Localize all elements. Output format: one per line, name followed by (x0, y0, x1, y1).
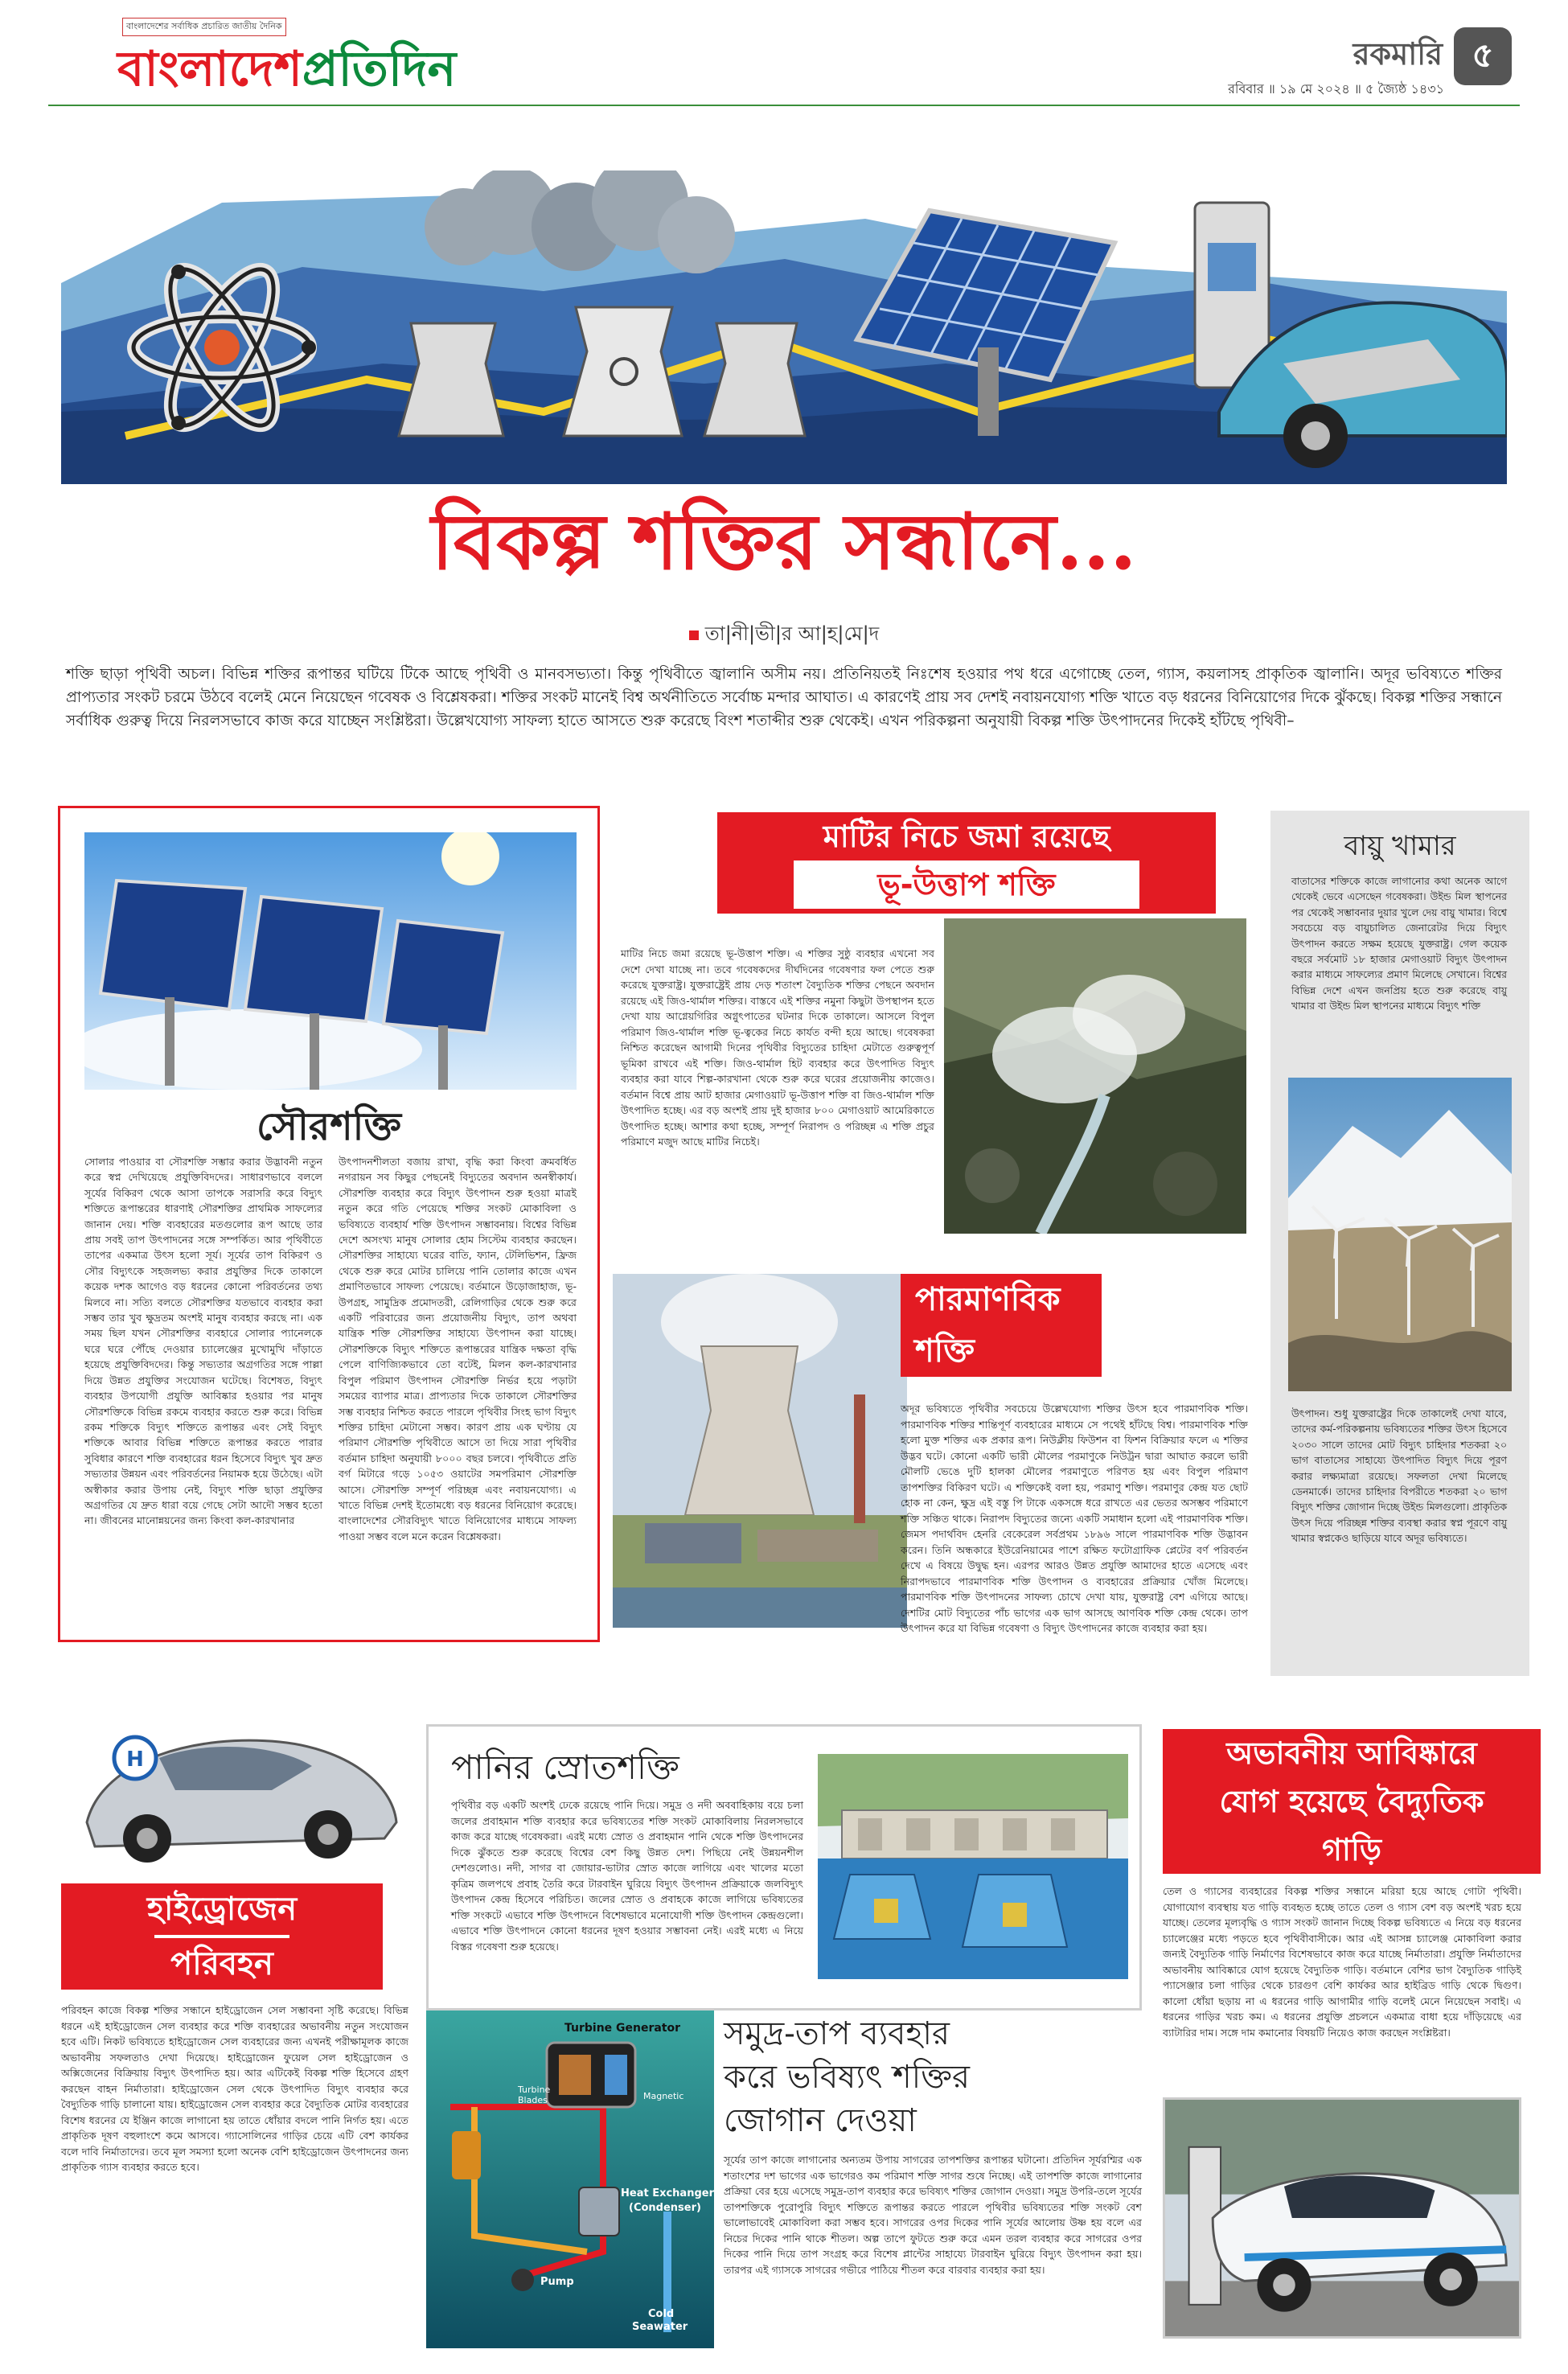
label-pump: Pump (540, 2276, 574, 2288)
label-condenser: (Condenser) (629, 2202, 701, 2214)
wind-body-bottom: উৎপাদন। শুধু যুক্তরাষ্ট্রের দিকে তাকালেই দেখা যাবে, তাদের কর্ম-পরিকল্পনায় ভবিষ্যতের শক্তির উৎস হিসেবে ২০৩০ সালে তাদের মোট বিদ্যুৎ চাহিদার শতকরা ২০ ভাগ বাতাসের সাহায্যে উৎপাদিত বিদ্যুৎ দিয়ে পূরণ করার লক্ষ্যমাত্রা রয়েছে। সফলতা দেখা মিলেছে ডেনমার্কে। তাদের চাহিদার বিপরীতে শতকরা ২০ ভাগ বিদ্যুৎ শক্তির জোগান দিচ্ছে উইন্ড মিলগুলো। প্রাকৃতিক উৎস দিয়ে পরিচ্ছন্ন শক্তির ব্যবস্থা করার স্বপ্ন পূরণে বায়ু খামার স্বপ্নকেও ছাড়িয়ে যাবে অদূর ভবিষ্যতে। (1291, 1407, 1507, 1545)
label-seawater: Seawater (632, 2321, 688, 2333)
solar-body-left: সোলার পাওয়ার বা সৌরশক্তি সম্ভার করার উদ্ভাবনী নতুন করে স্বপ্ন দেখিয়েছে প্রযুক্তিবিদদের। সাধারণভাবে বললে সূর্যের বিকিরণ থেকে আসা তাপকে সরাসরি করে বিদ্যুৎ শক্তিতে রূপান্তরের ধারণাই সৌরশক্তির প্রাথমিক সাফল্যের জানান দেয়। শক্তি ব্যবহারের মতগুলোর রূপ আছে তার প্রায় সবই তাপ উৎপাদনের সঙ্গে সম্পর্কিত। আর পৃথিবীতে তাপের একমাত্র উৎস হলো সূর্য। সূর্যের তাপ বিকিরণ ও সৌর বিদ্যুৎকে সহজলভ্য করার প্রযুক্তির দিকে তাকালে কয়েক দশক আগেও বড় ধরনের কোনো পরিবর্তনের তথ্য মিলবে না। সত্যি বলতে সৌরশক্তির যতভাবে ব্যবহার করা সম্ভব তার খুব ক্ষুদ্রতম অংশই মানুষ ব্যবহার করছে না। এক সময় ছিল যখন সৌরশক্তির ব্যবহারে সোলার প্যানেলকে ঘরে ঘরে পৌঁছে দেওয়ার চ্যালেঞ্জের মুখোমুখি দাঁড়াতে হয়েছে প্রযুক্তিবিদদের। কিন্তু সভ্যতার অগ্রগতির সঙ্গে পাল্লা দিয়ে উন্নত প্রযুক্তির সংযোজন ঘটেছে। বিশেষত, বিদ্যুৎ ব্যবহার উপযোগী প্রযুক্তি আবিষ্কার হওয়ার পর মানুষ সৌরশক্তিকে বিভিন্ন রকমে ব্যবহার করতে শুরু করে। বিভিন্ন রকম শক্তিকে বিদ্যুৎ শক্তিতে রূপান্তর এবং সেই বিদ্যুৎ শক্তিকে আবার বিভিন্ন শক্তিতে রূপান্তর করতে পারার সুবিধার কারণে শক্তি ব্যবহারের ধরন হিসেবে বিদ্যুৎ খুব দ্রুত সভ্যতার উন্নয়ন এবং পরিবর্তনের নিয়ামক হয়ে উঠেছে। এটা অস্বীকার করার উপায় নেই, বিদ্যুৎ শক্তি ছাড়া প্রযুক্তির অগ্রগতির যে দ্রুত ধারা বয়ে গেছে সেটা আদৌ সম্ভব হতো না। জীবনের মানোন্নয়নের জন্য কিংবা কল-কারখানার (84, 1156, 322, 1527)
solar-title: সৌরশক্তি (256, 1104, 402, 1149)
electric-car-photo (1163, 2097, 1521, 2339)
ocean-body: সূর্যের তাপ কাজে লাগানোর অন্যতম উপায় সাগরের তাপশক্তির রূপান্তর ঘটানো। প্রতিদিন সূর্যরশ্মির এক শতাংশের দশ ভাগের এক ভাগেরও কম পরিমাণ শক্তি সাগর শুষে নিচ্ছে। এই তাপশক্তি কাজে লাগানোর প্রক্রিয়া বের হয়ে এসেছে সমুদ্র-তাপ ব্যবহার করে ভবিষ্যৎ শক্তির জোগান দেওয়া। সমুদ্র উপরি-তলে সূর্যের তাপশক্তিকে পুরোপুরি বিদ্যুৎ শক্তিতে রূপান্তর করতে পারলে পৃথিবীর ভবিষ্যতের শক্তি সংকট বেশ ভালোভাবেই মোকাবিলা করা সম্ভব হবে। সাগরের ওপর দিকের পানি সূর্যের আলোয় উষ্ণ হয় বলে এর নিচের দিকের পানি থাকে শীতল। অল্প তাপে ফুটতে শুরু করে এমন তরল ব্যবহার করে সাগরের ওপর দিকের পানি দিয়ে তাপ সংগ্রহ করে বিশেষ প্লান্টের সাহায্যে টারবাইন ঘুরিয়ে বিদ্যুৎ উৎপাদন করা হয়। তারপর এই গ্যাসকে সাগরের গভীরে পাঠিয়ে শীতল করে বারবার ব্যবহার করা হয়। (724, 2154, 1142, 2276)
svg-text:H: H (126, 1748, 144, 1772)
logo-part-2: প্রতিদিন (302, 41, 457, 97)
hydro-dam-illustration (818, 1754, 1128, 1979)
wind-title: বায়ু খামার (1344, 830, 1456, 862)
nuclear-title-line2: শক্তি (915, 1325, 975, 1377)
solar-panels-photo (84, 832, 577, 1090)
nuclear-title-line1: পারমাণবিক (915, 1281, 1061, 1318)
wind-farm-photo (1288, 1078, 1512, 1391)
byline (0, 619, 1568, 651)
geothermal-body: মাটির নিচে জমা রয়েছে ভূ-উত্তাপ শক্তি। এ শক্তির সুষ্ঠু ব্যবহার এখনো সব দেশে দেখা যাচ্ছে না। তবে গবেষকদের দীর্ঘদিনের গবেষণার ফল পেতে শুরু করেছে যুক্তরাষ্ট্র। যুক্তরাষ্ট্রেই প্রায় দেড় শতাংশ বৈদ্যুতিক শক্তির পেছনে অবদান রয়েছে এই জিও-থার্মাল শক্তির। বাস্তবে এই শক্তির নমুনা কিছুটা উপস্থাপন হতে দেখা যায় আগ্নেয়গিরির অগ্নুৎপাতের ঘটনার দিকে তাকালে। আসলে বিপুল পরিমাণ জিও-থার্মাল শক্তি ভূ-ত্বকের নিচে কার্যত বন্দী হয়ে আছে। গবেষকরা নিশ্চিত করেছেন আগামী দিনের পৃথিবীর বিদ্যুতের চাহিদা মেটাতে গুরুত্বপূর্ণ ভূমিকা রাখবে এই শক্তি। জিও-থার্মাল হিট ব্যবহার করে উৎপাদিত বিদ্যুৎ ব্যবহার করা যাবে শিল্প-কারখানা থেকে শুরু করে ঘরের প্রয়োজনীয় কাজেও। বর্তমান বিশ্বে প্রায় আট হাজার মেগাওয়াট ভূ-উত্তাপ শক্তি বা জিও-থার্মাল শক্তি উৎপাদিত হচ্ছে। এর বড় অংশই প্রায় দুই হাজার ৮০০ মেগাওয়াট আমেরিকাতে উৎপাদিত হচ্ছে। আশার কথা হচ্ছে, সম্পূর্ণ নিরাপদ ও পরিচ্ছন্ন এ শক্তি প্রচুর পরিমাণে মজুদ আছে মাটির নিচেই। (621, 947, 934, 1148)
nuclear-title (901, 1274, 1102, 1377)
issue-date: রবিবার ॥ ১৯ মে ২০২৪ ॥ ৫ জ্যৈষ্ঠ ১৪৩১ (1228, 81, 1444, 97)
wind-section (1270, 811, 1529, 1676)
hydrogen-title-line2: পরিবহন (154, 1935, 289, 1990)
intro-paragraph: শক্তি ছাড়া পৃথিবী অচল। বিভিন্ন শক্তির রূপান্তর ঘটিয়ে টিকে আছে পৃথিবী ও মানবসভ্যতা। কিন্তু পৃথিবীতে জ্বালানি অসীম নয়। প্রতিনিয়তই নিঃশেষ হওয়ার পথ ধরে এগোচ্ছে তেল, গ্যাস, কয়লাসহ প্রাকৃতিক জ্বালানি। অদূর ভবিষ্যতে শক্তির প্রাপ্যতার সংকট চরমে উঠবে বলেই মেনে নিয়েছেন গবেষক ও বিশ্লেষকরা। শক্তির সংকট মানেই বিশ্ব অর্থনীতিতে সর্বোচ্চ মন্দার আঘাত। এ কারণেই প্রায় সব দেশই নবায়নযোগ্য শক্তি খাতে বড় ধরনের বিনিয়োগের দিকে ঝুঁকছে। বিকল্প শক্তির সন্ধানে সর্বাধিক গুরুত্ব দিয়ে নিরলসভাবে কাজ করে যাচ্ছেন সংশ্লিষ্টরা। উল্লেখযোগ্য সাফল্য হাতে আসতে শুরু করেছে বিংশ শতাব্দীর শুরু থেকেই। এখন পরিকল্পনা অনুযায়ী বিকল্প শক্তি উৎপাদনের দিকেই হাঁটছে পৃথিবী– (66, 666, 1502, 729)
hydrogen-title-line1: হাইড্রোজেন (146, 1891, 298, 1928)
geothermal-title-line2: ভূ-উত্তাপ শক্তি (794, 860, 1139, 909)
ocean-title-line3: জোগান দেওয়া (724, 2102, 917, 2139)
ocean-title (724, 2012, 1142, 2142)
masthead-logo[interactable] (117, 32, 456, 113)
masthead-tagline: বাংলাদেশের সর্বাধিক প্রচারিত জাতীয় দৈনিক (122, 18, 286, 36)
hydrogen-car-photo (71, 1710, 402, 1871)
label-heat-exchanger: Heat Exchanger (621, 2187, 714, 2199)
label-magnetic: Magnetic (643, 2091, 684, 2101)
geothermal-title (717, 812, 1216, 914)
wind-body-top: বাতাসের শক্তিকে কাজে লাগানোর কথা অনেক আগে থেকেই ভেবে এসেছেন গবেষকরা। উইন্ড মিল স্থাপনের পর থেকেই সম্ভাবনার দুয়ার খুলে দেয় বায়ু খামার। বিশ্বে সবচেয়ে বড় বায়ুচালিত জেনারেটর দিয়ে বিদ্যুৎ উৎপাদন করতে সক্ষম হয়েছে যুক্তরাষ্ট্র। গেল কয়েক বছরে সর্বমোট ১৮ হাজার মেগাওয়াট বিদ্যুৎ উৎপাদন করার মাধ্যমে সাফল্যের প্রমাণ মিলেছে সেখানে। বিশ্বের বিভিন্ন দেশে এখন জনপ্রিয় হতে শুরু করেছে বায়ু খামার বা উইন্ড মিল স্থাপনের মাধ্যমে বিদ্যুৎ শক্তি (1291, 875, 1507, 1012)
byline-name: তা|নী|ভী|র আ|হ|মে|দ (704, 622, 880, 645)
ev-title-line3: গাড়ি (1322, 1832, 1381, 1867)
page-number-badge (1454, 27, 1512, 85)
ocean-title-line2: করে ভবিষ্যৎ শক্তির (724, 2059, 971, 2096)
hydro-title: পানির স্রোতশক্তি (451, 1748, 679, 1787)
geothermal-photo (944, 918, 1246, 1234)
ev-title (1163, 1729, 1541, 1874)
masthead (48, 10, 611, 105)
headline: বিকল্প শক্তির সন্ধানে... (431, 496, 1137, 587)
solar-section (58, 806, 600, 1642)
ev-body: তেল ও গ্যাসের ব্যবহারের বিকল্প শক্তির সন্ধানে মরিয়া হয়ে আছে গোটা পৃথিবী। যোগাযোগ ব্যবস্থায় যত গাড়ি ব্যবহৃত হচ্ছে তাতে তেল ও গ্যাস বেশ বড় অংশই খরচ হয়ে যাচ্ছে। তেলের মূল্যবৃদ্ধি ও গ্যাস সংকট জানান দিচ্ছে বিকল্প ভবিষ্যতে এ নিয়ে বড় ধরনের চ্যালেঞ্জের মধ্যে পড়তে হবে পৃথিবীবাসীকে। আর এই আসন্ন চ্যালেঞ্জ মোকাবিলা করার জন্যই বৈদ্যুতিক গাড়ি নির্মাণের বিশেষভাবে কাজ করে যাচ্ছে নির্মাতারা। প্রযুক্তি নির্মাতাদের অভাবনীয় আবিষ্কারে যোগ হয়েছে বৈদ্যুতিক গাড়ি। বর্তমানে বেশির ভাগ বৈদ্যুতিক গাড়িই প্যাসেঞ্জার চলা গাড়ির থেকে চারগুণ বেশি কার্যকর আর হাইব্রিড গাড়ি থেকে দ্বিগুণ। কালো ধোঁয়া ছড়ায় না এ ধরনের গাড়ি আগামীর গাড়ি বলেই মেনে নিয়েছেন সবাই। এ ধরনের গাড়ির খরচ কম। এ ধরনের প্রযুক্তি প্রচলনে একমাত্র বাধা হয়ে দাঁড়িয়েছে এর ব্যাটারির দাম। সঙ্গে দাম কমানোর বিষয়টি নিয়েও কাজ করছেন সংশ্লিষ্টরা। (1163, 1885, 1521, 2039)
logo-part-1: বাংলাদেশ (117, 41, 302, 97)
geothermal-title-line1: মাটির নিচে জমা রয়েছে (823, 819, 1110, 854)
section-label: রকমারি (1353, 35, 1443, 72)
hydro-section (426, 1724, 1142, 2011)
nuclear-body: অদূর ভবিষ্যতে পৃথিবীর সবচেয়ে উল্লেখযোগ্য শক্তির উৎস হবে পারমাণবিক শক্তি। পারমাণবিক শক্তির শান্তিপূর্ণ ব্যবহারের মাধ্যমে সে পথেই হাঁটছে বিশ্ব। পারমাণবিক শক্তি হলো মুক্ত শক্তির এক প্রকার রূপ। নিউক্লীয় ফিউশন বা ফিশন বিক্রিয়ার ফলে এ শক্তির উদ্ভব ঘটে। কোনো একটি ভারী মৌলের পরমাণুকে নিউট্রন দ্বারা আঘাত করলে ভারী মৌলটি ভেঙে দুটি হালকা মৌলের পরমাণুতে পরিণত হয় এবং বিপুল পরিমাণ তাপশক্তির বিকিরণ ঘটে। এ শক্তিকেই বলা হয়, পরমাণু শক্তি। পরমাণুর কেন্দ্র যত ছোট হোক না কেন, ক্ষুদ্র এই বস্তু পি টাকে একসঙ্গে ধরে রাখতে এর ভেতর অসম্ভব পরিমাণে শক্তি সঞ্চিত থাকে। নিরাপদ বিদ্যুতের জন্যে একটি সমাধান হলো এই পারমাণবিক শক্তি। জেমস পদার্থবিদ হেনরি বেকেরেল সর্বপ্রথম ১৮৯৬ সালে পারমাণবিক শক্তি উদ্ভাবন করেন। তিনি অন্ধকারে ইউরেনিয়ামের পাশে রক্ষিত ফটোগ্রাফিক প্লেটের বর্ণ পরিবর্তন দেখে এ বিষয়ে উদ্বুদ্ধ হন। এরপর আরও উন্নত প্রযুক্তি আমাদের হাতে এসেছে এবং নিরাপদভাবে পারমাণবিক শক্তি উৎপাদন ও ব্যবহারের প্রক্রিয়ার খোঁজ মিলেছে। পারমাণবিক শক্তি উৎপাদনের সাফল্য চোখে দেখা যায়, যুক্তরাষ্ট্র বেশ এগিয়ে আছে। দেশটির মোট বিদ্যুতের পাঁচ ভাগের এক ভাগ আসছে আণবিক শক্তি কেন্দ্র থেকে। তাপ উৎপাদন করে যা বিভিন্ন গবেষণা ও বিদ্যুৎ উৎপাদনের কাজে ব্যবহার করা হয়। (901, 1403, 1248, 1634)
hero-illustration (61, 170, 1507, 484)
ev-title-line2: যোগ হয়েছে বৈদ্যুতিক (1219, 1784, 1484, 1819)
nuclear-plant-photo (613, 1274, 907, 1628)
label-cold: Cold (648, 2308, 675, 2320)
page-number: ৫ (1472, 35, 1494, 75)
masthead-rule (48, 105, 1520, 106)
label-turbine-blades: Turbine Blades (518, 2084, 551, 2105)
byline-marker (689, 630, 699, 640)
label-turbine-generator: Turbine Generator (564, 2022, 681, 2035)
solar-body-right: উৎপাদনশীলতা বজায় রাখা, বৃদ্ধি করা কিংবা ক্রমবর্ধিত নগরায়ন সব কিছুর পেছনেই বিদ্যুতের অবদান অনস্বীকার্য। সৌরশক্তি ব্যবহার করে বিদ্যুৎ উৎপাদন শুরু হওয়া মাত্রই নতুন করে গতি পেয়েছে শক্তির সংকট মোকাবিলা ও ভবিষ্যতে ব্যবহার্য শক্তি উৎপাদন সম্ভাবনায়। বিশ্বের বিভিন্ন দেশে অসংখ্য মানুষ সোলার হোম সিস্টেম ব্যবহার করছেন। সৌরশক্তির সাহায্যে ঘরের বাতি, ফ্যান, টেলিভিশন, ফ্রিজ থেকে শুরু করে মোটর চালিয়ে পানি তোলার কাজে এখন প্রমাণিতভাবে সাফল্য পেয়েছে। বর্তমানে উড়োজাহাজ, ভূ-উপগ্রহ, সামুদ্রিক প্রমোদতরী, রেলিগাড়ির থেকে শুরু করে একটি পরিবারের জন্য প্রয়োজনীয় বিদ্যুৎ, তাপ অথবা যান্ত্রিক শক্তি সৌরশক্তির সাহায্যে উৎপাদন করা যাচ্ছে। সৌরশক্তিকে বিদ্যুৎ শক্তিতে রূপান্তরের যান্ত্রিক দক্ষতা বৃদ্ধি পেলে বাণিজ্যিকভাবে তো বটেই, মিলন কল-কারখানার বিপুল পরিমাণ উৎপাদন সৌরশক্তি নির্ভর হয়ে পড়াটা সময়ের ব্যাপার মাত্র। প্রাপ্যতার দিকে তাকালে সৌরশক্তির সম্ভ ব্যবহার নিশ্চিত করতে পারলে পৃথিবীর সিংহ ভাগ বিদ্যুৎ শক্তির চাহিদা মেটানো সম্ভব। কারণ প্রায় এক ঘণ্টায় যে পরিমাণ সৌরশক্তি পৃথিবীতে আসে তা দিয়ে সারা পৃথিবীর বর্তমান চাহিদা অনুযায়ী ৮০০০ বছর চলবে। পৃথিবীতে প্রতি বর্গ মিটারে গড়ে ১০৫৩ ওয়াটের সমপরিমাণ সৌরশক্তি আসে। সৌরশক্তি সম্পূর্ণ পরিচ্ছন্ন এবং নবায়নযোগ্য। এ খাতে বিভিন্ন দেশই ইতোমধ্যে বড় ধরনের বিনিয়োগ করেছে। বাংলাদেশের সৌরবিদ্যুৎ খাতে বিনিয়োগের মাধ্যমে সাফল্য পাওয়া সম্ভব বলে মনে করেন বিশ্লেষকরা। (339, 1156, 577, 1542)
ev-title-line1: অভাবনীয় আবিষ্কারে (1226, 1735, 1477, 1771)
hydrogen-title (61, 1883, 383, 1990)
hydro-body: পৃথিবীর বড় একটি অংশই ঢেকে রয়েছে পানি দিয়ে। সমুদ্র ও নদী অববাহিকায় বয়ে চলা জলের প্রবাহমান শক্তি ব্যবহার করে ভবিষ্যতের শক্তি সংকট মোকাবিলায় নিরলসভাবে কাজ করে যাচ্ছে গবেষকরা। এরই মধ্যে স্রোত ও প্রবাহমান পানি থেকে শক্তি উৎপাদনের দিকে ঝুঁকতে শুরু করেছে বিশ্বের বেশ কিছু উন্নত দেশ। পিছিয়ে নেই উন্নয়নশীল দেশগুলোও। নদী, সাগর বা জোয়ার-ভাটার স্রোত কাজে লাগিয়ে এবং খালের মতো কৃত্রিম জলপথে প্রবাহ তৈরি করে টারবাইন ঘুরিয়ে বিদ্যুৎ উৎপাদন প্রক্রিয়াকে জলবিদ্যুৎ উৎপাদন কেন্দ্র হিসেবে পরিচিত। জলের স্রোত ও প্রবাহকে কাজে লাগিয়ে ভবিষ্যতের শক্তি সংকটে এভাবে শক্তি উৎপাদনে বিশেষভাবে মনোযোগী শক্তি উৎপাদন কেন্দ্রগুলো। এভাবে শক্তি উৎপাদনে কোনো ধরনের দূষণ হওয়ার সম্ভাবনা নেই। এরই মধ্যে এ নিয়ে বিস্তর গবেষণা শুরু হয়েছে। (451, 1799, 803, 1953)
hydrogen-body: পরিবহন কাজে বিকল্প শক্তির সন্ধানে হাইড্রোজেন সেল সম্ভাবনা সৃষ্টি করেছে। বিভিন্ন ধরনে এই হাইড্রোজেন সেল ব্যবহার করে শক্তি ব্যবহারের অভাবনীয় নতুন সংযোজন হবে এটি। নিকট ভবিষ্যতে হাইড্রোজেন সেল ব্যবহারের জন্য এখনই পরীক্ষামূলক কাজে অভাবনীয় সফলতাও দেখা দিয়েছে। হাইড্রোজেন ফুয়েল সেল হাইড্রোজেন ও অক্সিজেনের বিক্রিয়ায় বিদ্যুৎ উৎপাদিত হয়। আর এটিকেই বিকল্প শক্তি হিসেবে গ্রহণ করছেন বাহন নির্মাতারা। হাইড্রোজেন সেল থেকে উৎপাদিত বিদ্যুৎ ব্যবহার করে বৈদ্যুতিক গাড়ি চালানো যায়। হাইড্রোজেন সেল ব্যবহার করে বৈদ্যুতিক মোটর ব্যবহারের বিশেষ ধরনের যে ইঞ্জিন কাজে লাগানো হয় তাতে ধোঁয়ার বদলে পানি নির্গত হয়। এতে প্রাকৃতিক দূষণ বহুলাংশে কমে আসবে। গ্যাসোলিনের গাড়ির চেয়ে এটি বেশ কার্যকর বলে দাবি নির্মাতাদের। তবে মূল সমস্যা হলো অনেক বেশি হাইড্রোজেন উৎপাদনের জন্য প্রাকৃতিক গ্যাস ব্যবহার করতে হবে। (61, 2004, 408, 2173)
ocean-title-line1: সমুদ্র-তাপ ব্যবহার (724, 2015, 950, 2052)
ocean-thermal-diagram (426, 2011, 714, 2348)
